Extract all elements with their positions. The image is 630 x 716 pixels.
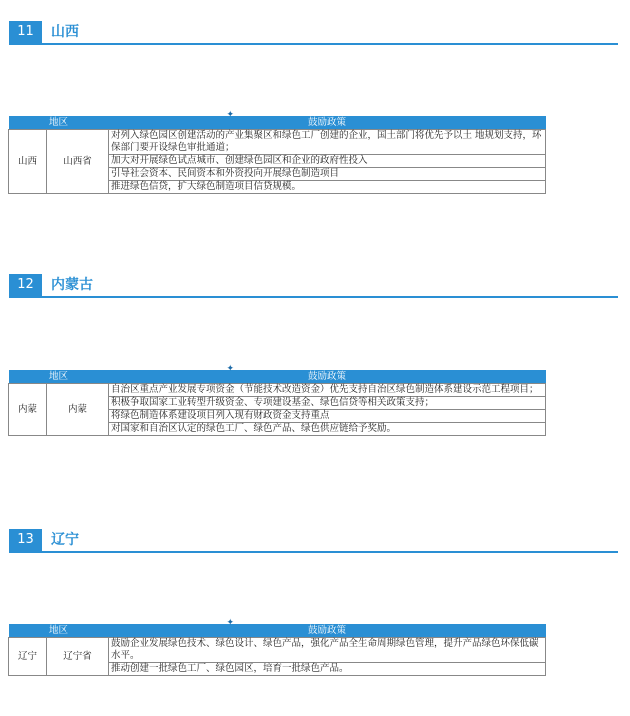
header-region: 地区 (9, 116, 109, 130)
policy-measure-cell: 对列入绿色园区创建活动的产业集聚区和绿色工厂创建的企业，国土部门将优先予以土 地规划支持，环保部门要开设绿色审批通道； (109, 130, 546, 155)
policy-measure-cell: 对国家和自治区认定的绿色工厂、绿色产品、绿色供应链给予奖励。 (109, 423, 546, 436)
policy-measure-cell: 将绿色制造体系建设项目列入现有财政资金支持重点 (109, 410, 546, 423)
policy-measure-cell: 加大对开展绿色试点城市、创建绿色园区和企业的政府性投入 (109, 155, 546, 168)
header-policy (109, 618, 546, 638)
section-title: 山西 (51, 24, 79, 40)
policy-table (8, 618, 546, 676)
table-row (9, 638, 546, 663)
section-number-badge: 12 (9, 274, 42, 296)
table-header-row (9, 624, 546, 638)
table-header-row (9, 370, 546, 384)
section-heading (9, 274, 618, 298)
star-icon: ✦ (226, 618, 235, 628)
header-policy-label: 鼓励政策 (308, 371, 347, 382)
section-heading (9, 529, 618, 553)
section-number-badge: 11 (9, 21, 42, 43)
policy-measure-cell: 引导社会资本、民间资本和外资投向开展绿色制造项目 (109, 168, 546, 181)
table-row (9, 384, 546, 397)
policy-measure-cell: 推动创建一批绿色工厂、绿色园区，培育一批绿色产品。 (109, 663, 546, 676)
star-icon: ✦ (226, 110, 235, 120)
header-policy-label: 鼓励政策 (308, 117, 347, 128)
policy-measure-cell: 鼓励企业发展绿色技术、绿色设计、绿色产品，强化产品全生命周期绿色管理，提升产品绿色环保低碳水平。 (109, 638, 546, 663)
header-policy (109, 110, 546, 130)
region-cell: 辽宁 (9, 638, 47, 676)
star-icon: ✦ (226, 364, 235, 374)
header-region: 地区 (9, 624, 109, 638)
province-cell: 山西省 (47, 130, 109, 194)
table-header-row (9, 116, 546, 130)
policy-measure-cell: 推进绿色信贷，扩大绿色制造项目信贷规模。 (109, 181, 546, 194)
province-cell: 内蒙 (47, 384, 109, 436)
section-title: 辽宁 (51, 532, 79, 548)
header-region: 地区 (9, 370, 109, 384)
section-number-badge: 13 (9, 529, 42, 551)
region-cell: 内蒙 (9, 384, 47, 436)
table-row (9, 130, 546, 155)
policy-table (8, 364, 546, 436)
policy-table (8, 110, 546, 194)
section-title: 内蒙古 (51, 277, 93, 293)
region-cell: 山西 (9, 130, 47, 194)
province-cell: 辽宁省 (47, 638, 109, 676)
section-heading (9, 21, 618, 45)
header-policy-label: 鼓励政策 (308, 625, 347, 636)
header-policy (109, 364, 546, 384)
policy-measure-cell: 自治区重点产业发展专项资金（节能技术改造资金）优先支持自治区绿色制造体系建设示范工程项目； (109, 384, 546, 397)
policy-measure-cell: 积极争取国家工业转型升级资金、专项建设基金、绿色信贷等相关政策支持； (109, 397, 546, 410)
